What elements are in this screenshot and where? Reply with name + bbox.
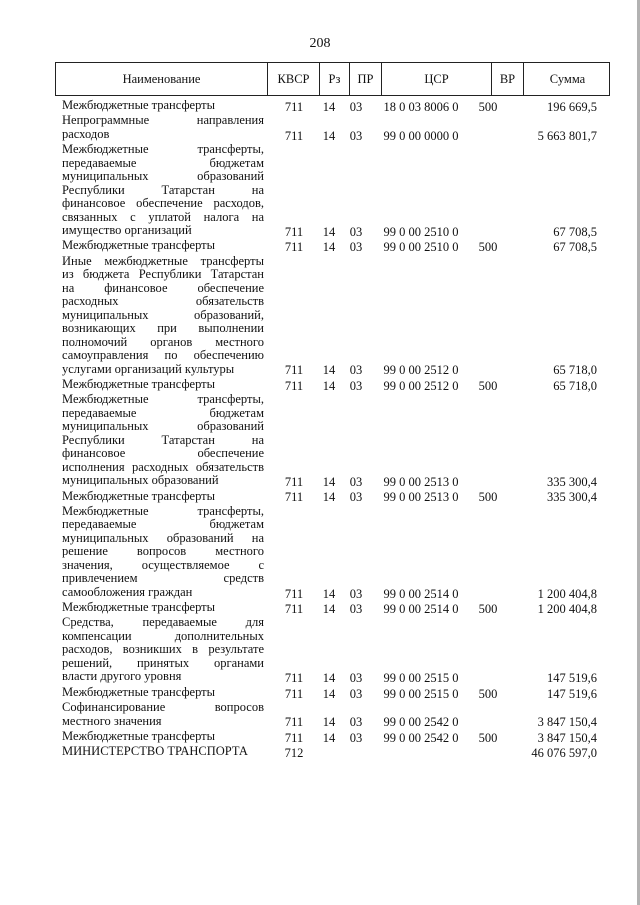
row-name-line: исполнения расходных обязательств	[62, 460, 264, 474]
row-name-line: Межбюджетные трансферты	[62, 601, 216, 615]
row-vr: 500	[478, 99, 498, 114]
row-name-line: решение вопросов местного	[62, 545, 264, 559]
table-row	[0, 393, 640, 489]
row-name-line: расходов, возникших в результате	[62, 643, 264, 657]
row-vr: 500	[478, 601, 498, 616]
row-name-line: муниципальных образований,	[62, 308, 264, 322]
row-rz: 14	[322, 128, 336, 143]
row-name	[62, 686, 264, 700]
row-name-line: местного значения	[62, 714, 162, 728]
row-rz: 14	[322, 601, 336, 616]
row-rz: 14	[322, 99, 336, 114]
row-csr: 99 0 00 2514 0	[383, 601, 459, 616]
row-kvsr: 711	[284, 224, 304, 239]
row-name-line: муниципальных образований	[62, 474, 219, 488]
row-name-line: финансовое обеспечение расходов,	[62, 197, 264, 211]
row-name-line: связанных с уплатой налога на	[62, 210, 264, 224]
row-name-line: расходов	[62, 127, 110, 141]
table-row	[0, 99, 640, 114]
row-name	[62, 393, 264, 488]
row-name	[62, 99, 264, 113]
row-vr: 500	[478, 730, 498, 745]
row-kvsr: 711	[284, 715, 304, 730]
row-csr: 99 0 00 0000 0	[383, 128, 459, 143]
row-csr: 99 0 00 2542 0	[383, 715, 459, 730]
header-name: Наименование	[122, 72, 201, 86]
row-name-line: компенсации дополнительных	[62, 629, 264, 643]
row-name-line: передаваемые бюджетам	[62, 156, 264, 170]
header-kvsr: КВСР	[267, 63, 319, 95]
row-name-line: Средства, передаваемые для	[62, 616, 264, 630]
row-kvsr: 711	[284, 686, 304, 701]
row-sum: 67 708,5	[553, 240, 597, 255]
row-vr: 500	[478, 378, 498, 393]
row-pr: 03	[349, 363, 363, 378]
row-name	[62, 114, 264, 141]
row-name-line: Межбюджетные трансферты,	[62, 143, 264, 157]
row-name	[62, 490, 264, 504]
row-name-line: муниципальных образований на	[62, 531, 264, 545]
row-name-line: Республики Татарстан на	[62, 183, 264, 197]
row-name	[62, 701, 264, 728]
row-name-line: привлечением средств	[62, 572, 264, 586]
row-name-line: МИНИСТЕРСТВО ТРАНСПОРТА	[62, 745, 248, 759]
table-row	[0, 239, 640, 254]
row-pr: 03	[349, 240, 363, 255]
row-vr	[476, 716, 500, 730]
header-sum: Сумма	[523, 63, 611, 95]
row-name	[62, 378, 264, 392]
page-number: 208	[309, 36, 331, 51]
row-vr	[476, 130, 500, 144]
row-pr: 03	[349, 224, 363, 239]
row-rz: 14	[322, 671, 336, 686]
table-row	[0, 730, 640, 745]
row-name-line: Непрограммные направления	[62, 114, 264, 128]
row-sum: 3 847 150,4	[537, 715, 597, 730]
row-csr: 99 0 00 2514 0	[383, 586, 459, 601]
header-vr: ВР	[491, 63, 523, 95]
row-name-line: Софинансирование вопросов	[62, 701, 264, 715]
row-name-line: возникающих при выполнении	[62, 322, 264, 336]
row-name-line: имущество организаций	[62, 224, 192, 238]
row-name-line: Межбюджетные трансферты	[62, 377, 216, 391]
row-rz: 14	[322, 586, 336, 601]
row-name-line: финансовое обеспечение	[62, 447, 264, 461]
row-name	[62, 239, 264, 253]
row-sum: 46 076 597,0	[531, 745, 597, 760]
row-name-line: на финансовое обеспечение	[62, 281, 264, 295]
row-name	[62, 601, 264, 615]
table-body	[0, 99, 640, 760]
row-rz: 14	[322, 490, 336, 505]
row-csr: 99 0 00 2513 0	[383, 475, 459, 490]
row-csr: 99 0 00 2513 0	[383, 490, 459, 505]
row-sum: 65 718,0	[553, 363, 597, 378]
row-csr: 99 0 00 2515 0	[383, 671, 459, 686]
row-rz: 14	[322, 730, 336, 745]
row-name-line: решений, принятых органами	[62, 656, 264, 670]
row-name-line: муниципальных образований	[62, 420, 264, 434]
row-kvsr: 711	[284, 128, 304, 143]
row-csr: 99 0 00 2510 0	[383, 224, 459, 239]
row-kvsr: 711	[284, 671, 304, 686]
table-row	[0, 701, 640, 730]
row-sum: 1 200 404,8	[537, 601, 597, 616]
row-rz: 14	[322, 224, 336, 239]
table-header	[55, 62, 610, 96]
row-sum: 196 669,5	[547, 99, 597, 114]
row-sum: 3 847 150,4	[537, 730, 597, 745]
row-csr: 99 0 00 2515 0	[383, 686, 459, 701]
row-name-line: полномочий органов местного	[62, 335, 264, 349]
row-name-line: расходных обязательств	[62, 295, 264, 309]
row-name	[62, 616, 264, 684]
row-name-line: Межбюджетные трансферты,	[62, 504, 264, 518]
row-name-line: Межбюджетные трансферты	[62, 729, 216, 743]
row-vr	[476, 476, 500, 490]
row-pr: 03	[349, 715, 363, 730]
table-row	[0, 255, 640, 378]
header-csr: ЦСР	[381, 63, 491, 95]
row-name	[62, 745, 264, 759]
row-kvsr: 711	[284, 240, 304, 255]
row-csr: 99 0 00 2542 0	[383, 730, 459, 745]
row-name-line: Межбюджетные трансферты	[62, 99, 216, 112]
row-csr	[376, 747, 466, 761]
table-row	[0, 745, 640, 760]
row-vr	[476, 588, 500, 602]
row-vr	[476, 747, 500, 761]
row-csr: 99 0 00 2512 0	[383, 363, 459, 378]
table-row	[0, 378, 640, 393]
row-pr: 03	[349, 475, 363, 490]
row-kvsr: 711	[284, 601, 304, 616]
row-vr: 500	[478, 240, 498, 255]
row-name-line: самоуправления по обеспечению	[62, 349, 264, 363]
row-kvsr: 711	[284, 99, 304, 114]
row-kvsr: 711	[284, 363, 304, 378]
row-name-line: власти другого уровня	[62, 670, 182, 684]
row-name-line: самообложения граждан	[62, 585, 193, 599]
row-name	[62, 255, 264, 377]
table-row	[0, 601, 640, 616]
row-rz: 14	[322, 363, 336, 378]
row-name-line: Республики Татарстан на	[62, 433, 264, 447]
header-pr: ПР	[349, 63, 381, 95]
row-name-line: передаваемые бюджетам	[62, 518, 264, 532]
row-kvsr: 711	[284, 475, 304, 490]
row-rz: 14	[322, 240, 336, 255]
row-vr	[476, 672, 500, 686]
row-rz: 14	[322, 378, 336, 393]
row-sum: 5 663 801,7	[537, 128, 597, 143]
row-rz	[319, 747, 339, 761]
row-name-line: из бюджета Республики Татарстан	[62, 268, 264, 282]
row-name-line: Межбюджетные трансферты	[62, 489, 216, 503]
row-name-line: Межбюджетные трансферты	[62, 685, 216, 699]
row-kvsr: 712	[284, 745, 304, 760]
row-name	[62, 730, 264, 744]
table-row	[0, 143, 640, 239]
table-row	[0, 490, 640, 505]
row-sum: 335 300,4	[547, 490, 597, 505]
row-pr: 03	[349, 586, 363, 601]
table-row	[0, 616, 640, 685]
row-sum: 1 200 404,8	[537, 586, 597, 601]
table-row	[0, 505, 640, 601]
row-pr: 03	[349, 601, 363, 616]
row-name-line: Межбюджетные трансферты	[62, 239, 216, 253]
row-name-line: Межбюджетные трансферты,	[62, 393, 264, 407]
row-pr: 03	[349, 730, 363, 745]
row-name-line: муниципальных образований	[62, 170, 264, 184]
row-kvsr: 711	[284, 490, 304, 505]
row-pr: 03	[349, 378, 363, 393]
row-pr: 03	[349, 671, 363, 686]
row-vr: 500	[478, 686, 498, 701]
row-sum: 147 519,6	[547, 671, 597, 686]
row-pr: 03	[349, 490, 363, 505]
row-sum: 67 708,5	[553, 224, 597, 239]
header-rz: Рз	[319, 63, 349, 95]
table-row	[0, 114, 640, 143]
row-sum: 335 300,4	[547, 475, 597, 490]
row-csr: 99 0 00 2512 0	[383, 378, 459, 393]
row-name-line: значения, осуществляемое с	[62, 558, 264, 572]
row-name-line: передаваемые бюджетам	[62, 406, 264, 420]
row-pr	[346, 747, 366, 761]
row-rz: 14	[322, 475, 336, 490]
row-csr: 99 0 00 2510 0	[383, 240, 459, 255]
table-row	[0, 686, 640, 701]
row-kvsr: 711	[284, 730, 304, 745]
row-rz: 14	[322, 686, 336, 701]
row-kvsr: 711	[284, 378, 304, 393]
row-name-line: Иные межбюджетные трансферты	[62, 254, 264, 268]
row-sum: 65 718,0	[553, 378, 597, 393]
row-kvsr: 711	[284, 586, 304, 601]
row-pr: 03	[349, 99, 363, 114]
row-rz: 14	[322, 715, 336, 730]
row-name-line: услугами организаций культуры	[62, 362, 235, 376]
row-csr: 18 0 03 8006 0	[383, 99, 459, 114]
row-vr: 500	[478, 490, 498, 505]
row-pr: 03	[349, 686, 363, 701]
row-sum: 147 519,6	[547, 686, 597, 701]
row-pr: 03	[349, 128, 363, 143]
row-vr	[476, 364, 500, 378]
row-name	[62, 505, 264, 600]
row-name	[62, 143, 264, 238]
row-vr	[476, 226, 500, 240]
